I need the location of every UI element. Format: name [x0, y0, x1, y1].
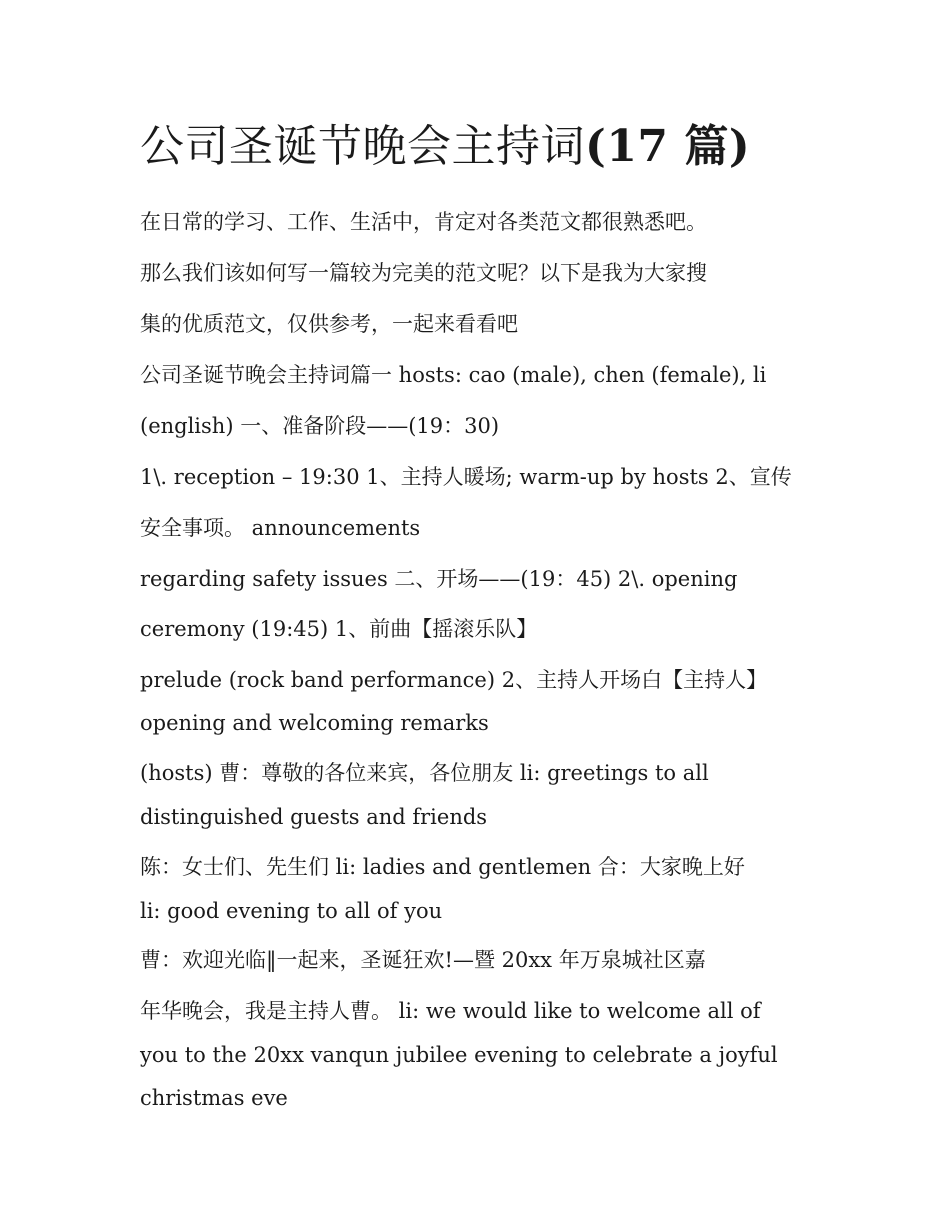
- body-line: opening and welcoming remarks: [140, 711, 489, 735]
- body-line: 曹：欢迎光临‖一起来，圣诞狂欢!—暨 20xx 年万泉城社区嘉: [140, 948, 706, 972]
- body-line: distinguished guests and friends: [140, 805, 488, 829]
- body-line: 那么我们该如何写一篇较为完美的范文呢？以下是我为大家搜: [140, 261, 707, 285]
- body-line: 1\. reception – 19:30 1、主持人暖场; warm-up by hosts 2、宣传: [140, 465, 792, 489]
- body-line: ceremony (19:45) 1、前曲【摇滚乐队】: [140, 617, 538, 641]
- body-line: you to the 20xx vanqun jubilee evening to celebrate a joyful: [140, 1043, 778, 1067]
- body-line: (english) 一、准备阶段——(19：30): [140, 414, 500, 438]
- document-title: [140, 112, 750, 182]
- body-line: 安全事项。 announcements: [140, 516, 421, 540]
- title-main: 公司圣诞节晚会主持词: [140, 121, 585, 172]
- body-line: 集的优质范文，仅供参考，一起来看看吧: [140, 312, 518, 336]
- title-count: (17 篇): [585, 121, 751, 172]
- body-line: 年华晚会，我是主持人曹。 li: we would like to welcome all of: [140, 999, 761, 1023]
- body-line: li: good evening to all of you: [140, 899, 443, 923]
- body-line: prelude (rock band performance) 2、主持人开场白【主持人】: [140, 668, 768, 692]
- body-line: 公司圣诞节晚会主持词篇一 hosts: cao (male), chen (female), li: [140, 363, 767, 387]
- body-line: 在日常的学习、工作、生活中，肯定对各类范文都很熟悉吧。: [140, 210, 707, 234]
- body-line: regarding safety issues 二、开场——(19：45) 2\. opening: [140, 567, 738, 591]
- body-line: 陈：女士们、先生们 li: ladies and gentlemen 合：大家晚上好: [140, 855, 745, 879]
- body-line: (hosts) 曹：尊敬的各位来宾，各位朋友 li: greetings to all: [140, 761, 709, 785]
- body-line: christmas eve: [140, 1086, 288, 1110]
